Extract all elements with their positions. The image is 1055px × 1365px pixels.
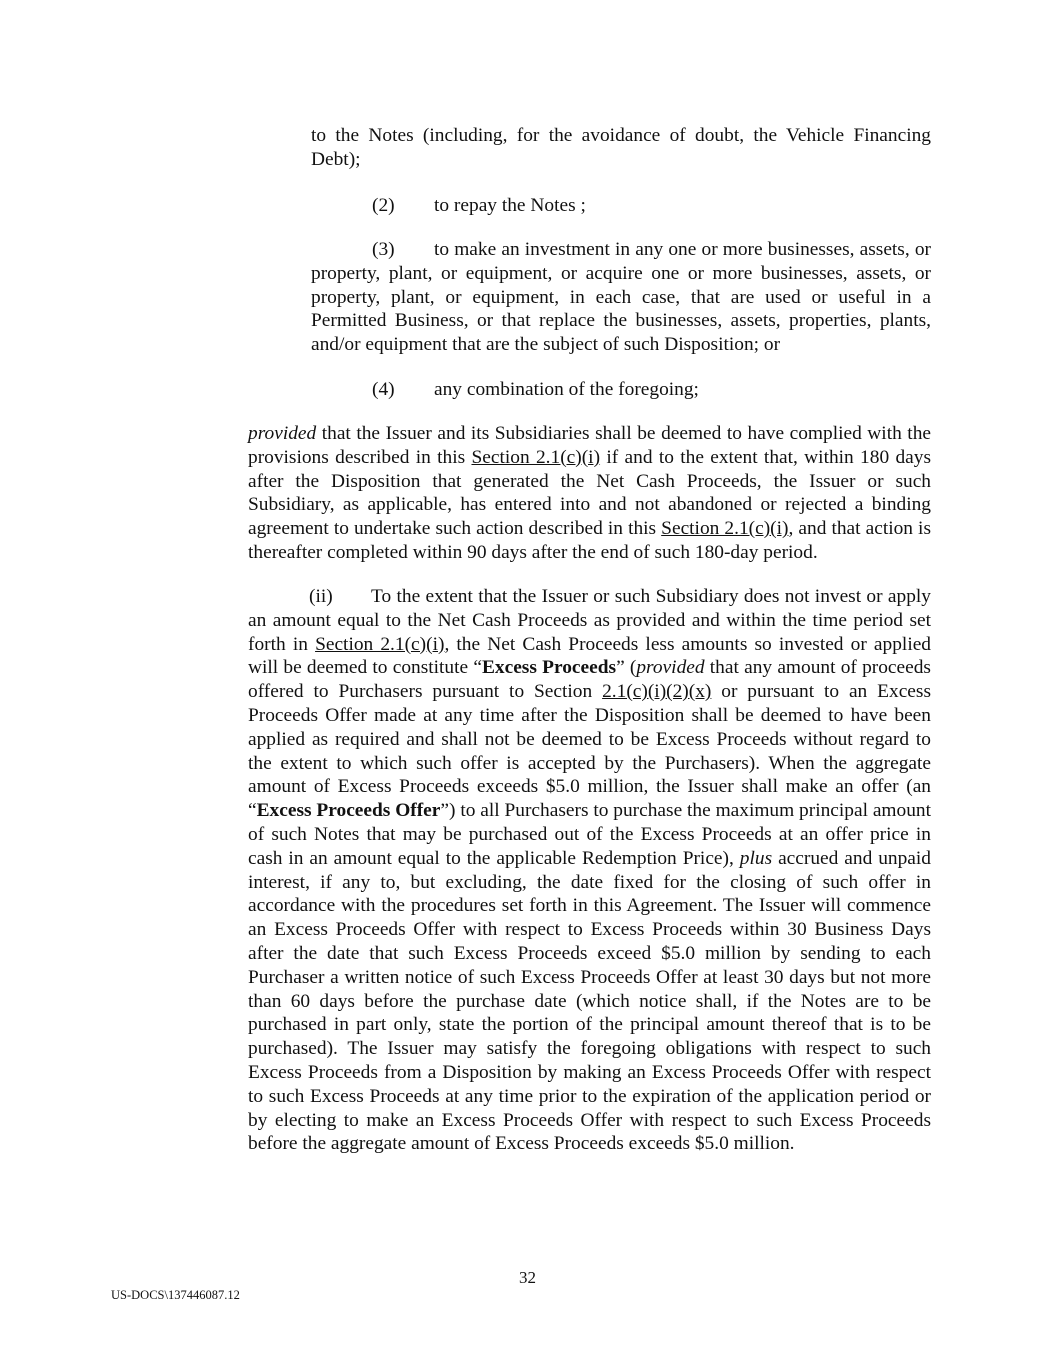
item-label: (3) xyxy=(372,239,395,260)
text-segment: , and that action is thereafter completed within 90 days after the end of such 180-day period. xyxy=(248,518,931,563)
item-label: (4) xyxy=(372,379,395,400)
text-segment: or pursuant to an Excess Proceeds Offer made at any time after the Disposition shall be deemed to have been applied as required and shall not be deemed to be Excess Proceeds without regard to the extent to which such offer is accepted by the Purchasers). When the aggregate amount of Excess Proceeds exceeds $5.0 million, the Issuer shall make an offer (an “ xyxy=(248,681,931,822)
text-segment: that the Issuer and its Subsidiaries shall be deemed to have complied with the provisions described in this xyxy=(248,423,931,468)
section-reference: 2.1(c)(i)(2)(x) xyxy=(602,681,712,703)
text-segment: accrued and unpaid interest, if any to, but excluding, the date fixed for the closing of such offer in accordance with the procedures set forth in this Agreement. The Issuer will commence an Excess Proceeds Offer with respect to Excess Proceeds within 30 Business Days after the date that such Excess Proceeds exceed $5.0 million by sending to each Purchaser a written notice of such Excess Proceeds Offer at least 30 days but not more than 60 days before the purchase date (which notice shall, if the Notes are to be purchased in part only, state the portion of the principal amount thereof that is to be purchased). The Issuer may satisfy the foregoing obligations with respect to such Excess Proceeds from a Disposition by making an Excess Proceeds Offer with respect to such Excess Proceeds at any time prior to the expiration of the application period or by electing to make an Excess Proceeds Offer with respect to such Excess Proceeds before the aggregate amount of Excess Proceeds exceeds $5.0 million. xyxy=(248,847,931,1155)
section-reference: Section 2.1(c)(i) xyxy=(661,518,789,540)
text-segment: , the Net Cash Proceeds less amounts so invested or applied will be deemed to constitute “ xyxy=(248,633,932,679)
text-segment: ”) to all Purchasers to purchase the maximum principal amount of such Notes that may be purchased out of the Excess Proceeds at an offer price in cash in an amount equal to the applicable Redemption Price), xyxy=(248,800,931,869)
text-segment: if and to the extent that, within 180 days after the Disposition that generated the Net Cash Proceeds, the Issuer or such Subsidiary, as applicable, has entered into and not abandoned or rejected a binding agreement to undertake such action described in this xyxy=(248,446,932,540)
text-segment: to make an investment in any one or more businesses, assets, or property, plant, or equipment, or acquire one or more businesses, assets, or property, plant, or equipment, in each case, that are used or useful in a Permitted Business, or that replace the businesses, assets, properties, plants, and/or equipment that are the subject of such Disposition; or xyxy=(311,239,931,356)
italic-text: provided xyxy=(248,423,317,444)
list-item-4 xyxy=(311,378,931,402)
list-item-2 xyxy=(311,194,931,218)
clause-ii-paragraph xyxy=(248,585,931,1156)
section-reference: Section 2.1(c)(i) xyxy=(315,633,445,655)
text-segment: any combination of the foregoing; xyxy=(434,379,699,400)
text-segment: To the extent that the Issuer or such Subsidiary does not invest or apply an amount equal to the Net Cash Proceeds as provided and within the time period set forth in xyxy=(248,586,931,655)
item-label: (2) xyxy=(372,195,395,216)
continuation-paragraph xyxy=(311,124,931,172)
italic-text: plus xyxy=(739,847,773,869)
text-segment: ” ( xyxy=(616,657,637,679)
list-item-3 xyxy=(311,238,931,357)
defined-term: Excess Proceeds xyxy=(481,657,617,679)
defined-term: Excess Proceeds Offer xyxy=(256,800,441,822)
proviso-paragraph xyxy=(248,422,931,565)
item-label: (ii) xyxy=(309,586,333,607)
page-number: 32 xyxy=(519,1268,536,1287)
text-segment: to repay the Notes ; xyxy=(434,195,586,216)
italic-text: provided xyxy=(636,657,705,679)
section-reference: Section 2.1(c)(i) xyxy=(471,446,601,468)
document-id: US-DOCS\137446087.12 xyxy=(111,1288,240,1302)
text-segment: to the Notes (including, for the avoidance of doubt, the Vehicle Financing Debt); xyxy=(311,125,931,170)
text-segment: that any amount of proceeds offered to Purchasers pursuant to Section xyxy=(248,657,931,703)
